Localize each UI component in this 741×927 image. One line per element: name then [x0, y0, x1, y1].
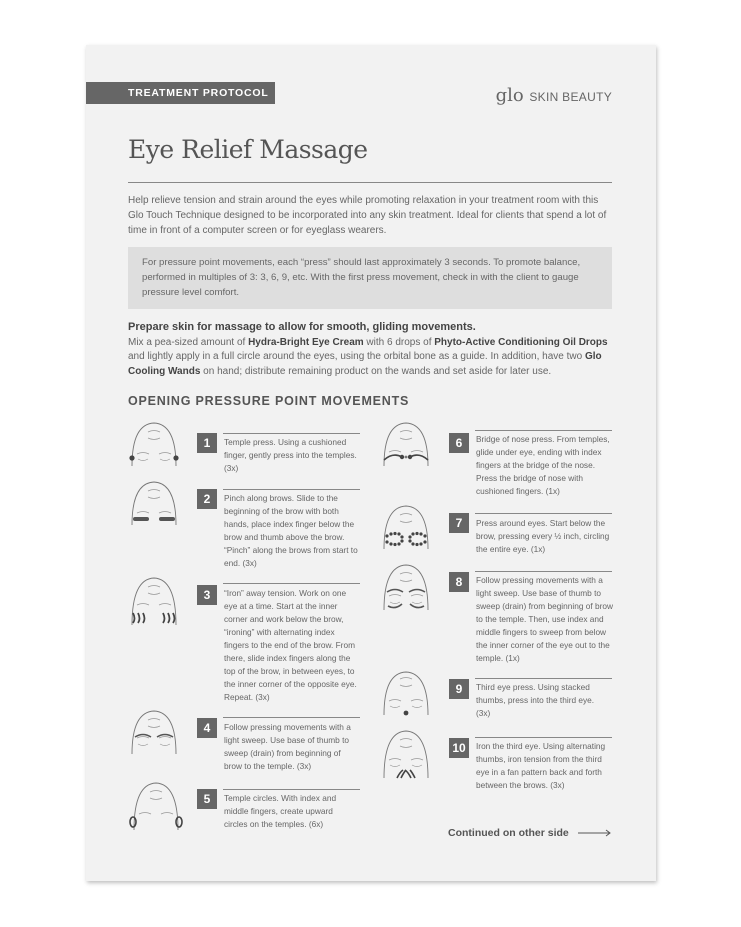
section-title: OPENING PRESSURE POINT MOVEMENTS	[128, 394, 410, 408]
face-illustration-icon	[128, 780, 184, 832]
continued-label: Continued on other side	[448, 827, 569, 839]
brand-glo: glo	[495, 85, 524, 106]
page-title: Eye Relief Massage	[128, 135, 368, 164]
face-illustration-icon	[128, 708, 180, 756]
brand-logo	[496, 85, 612, 106]
title-divider	[128, 182, 612, 183]
pressure-note-box	[128, 247, 612, 309]
prep-text-1: Mix a pea-sized amount of	[128, 336, 249, 348]
step-text: Iron the third eye. Using alternating thumbs, iron tension from the third eye in a fan pattern back and forth between the brows. (3x)	[476, 741, 606, 790]
step-number: 5	[197, 789, 217, 809]
face-illustration-icon	[380, 728, 432, 780]
step-rule	[475, 571, 612, 572]
step-rule	[475, 678, 612, 679]
face-illustration-icon	[380, 562, 432, 612]
face-illustration-icon	[128, 575, 180, 627]
step-text: Press around eyes. Start below the brow, pressing every ½ inch, circling the entire eye. (1x)	[476, 518, 610, 554]
step-rule	[223, 433, 360, 434]
prep-heading: Prepare skin for massage to allow for smooth, gliding movements.	[128, 321, 476, 333]
step-rule	[475, 513, 612, 514]
prep-paragraph	[128, 320, 614, 379]
step-rule	[223, 789, 360, 790]
face-illustration-icon	[128, 479, 180, 527]
step-number: 9	[449, 679, 469, 699]
face-illustration-icon	[380, 669, 432, 717]
step-text: “Iron” away tension. Work on one eye at a time. Start at the inner corner and work below the brow, “ironing” with alternating index fingers to the end of the brow. From there, slide index fingers along the top of the brow, in between eyes, to the inner corner of the opposite eye. Repeat. (3x)	[224, 588, 357, 702]
prep-text-4: on hand; distribute remaining product on the wands and set aside for later use.	[200, 365, 552, 377]
step-text: Follow pressing movements with a light sweep. Use base of thumb to sweep (drain) from beginning of brow to the temple. Then, use index and middle fingers to sweep from below the inner corner of the eye out to the temple. (1x)	[476, 575, 613, 663]
step-number: 3	[197, 585, 217, 605]
prep-text-2: with 6 drops of	[363, 336, 435, 348]
step-text: Follow pressing movements with a light sweep. Use base of thumb to sweep (drain) from beginning of brow to the temple. (3x)	[224, 722, 351, 771]
prep-product-eye-cream: Hydra-Bright Eye Cream	[248, 336, 364, 348]
pressure-note-text: For pressure point movements, each “press” should last approximately 3 seconds. To promote balance, performed in multiples of 3: 3, 6, 9, etc. With the first press movement, check in with the client to gauge pressure level comfort.	[142, 257, 581, 298]
step-rule	[223, 717, 360, 718]
treatment-protocol-label: TREATMENT PROTOCOL	[86, 82, 275, 104]
step-number: 1	[197, 433, 217, 453]
prep-product-oil-drops: Phyto-Active Conditioning Oil Drops	[434, 336, 608, 348]
face-illustration-icon	[128, 420, 180, 468]
step-rule	[475, 737, 612, 738]
step-rule	[223, 583, 360, 584]
continued-on-other-side	[448, 827, 612, 839]
arrow-right-icon	[578, 829, 612, 837]
protocol-sheet	[86, 45, 656, 881]
step-number: 8	[449, 572, 469, 592]
step-number: 10	[449, 738, 469, 758]
step-rule	[223, 489, 360, 490]
step-number: 4	[197, 718, 217, 738]
step-text: Temple circles. With index and middle fingers, create upward circles on the temples. (6x)	[224, 793, 337, 829]
step-rule	[475, 430, 612, 431]
prep-product-cooling-wands: Glo Cooling Wands	[128, 351, 602, 377]
step-number: 7	[449, 513, 469, 533]
intro-paragraph: Help relieve tension and strain around the eyes while promoting relaxation in your treatment room with this Glo Touch Technique designed to be incorporated into any skin treatment. Ideal for clients that spend a lot of time in front of a computer screen or for eyeglass wearers.	[128, 195, 607, 236]
step-text: Bridge of nose press. From temples, glide under eye, ending with index fingers at the bridge of the nose. Press the bridge of nose with cushioned fingers. (1x)	[476, 434, 610, 496]
step-text: Third eye press. Using stacked thumbs, press into the third eye. (3x)	[476, 682, 595, 718]
step-text: Pinch along brows. Slide to the beginning of the brow with both hands, place index finger below the brow and thumb above the brow. “Pinch” along the brows from start to end. (3x)	[224, 493, 358, 568]
step-number: 2	[197, 489, 217, 509]
face-illustration-icon	[380, 503, 432, 551]
face-illustration-icon	[380, 420, 432, 468]
brand-name: SKIN BEAUTY	[529, 90, 612, 104]
step-number: 6	[449, 433, 469, 453]
prep-text-3: and lightly apply in a full circle around the eyes, using the orbital bone as a guide. In addition, have two	[128, 351, 585, 362]
step-text: Temple press. Using a cushioned finger, gently press into the temples. (3x)	[224, 437, 357, 473]
